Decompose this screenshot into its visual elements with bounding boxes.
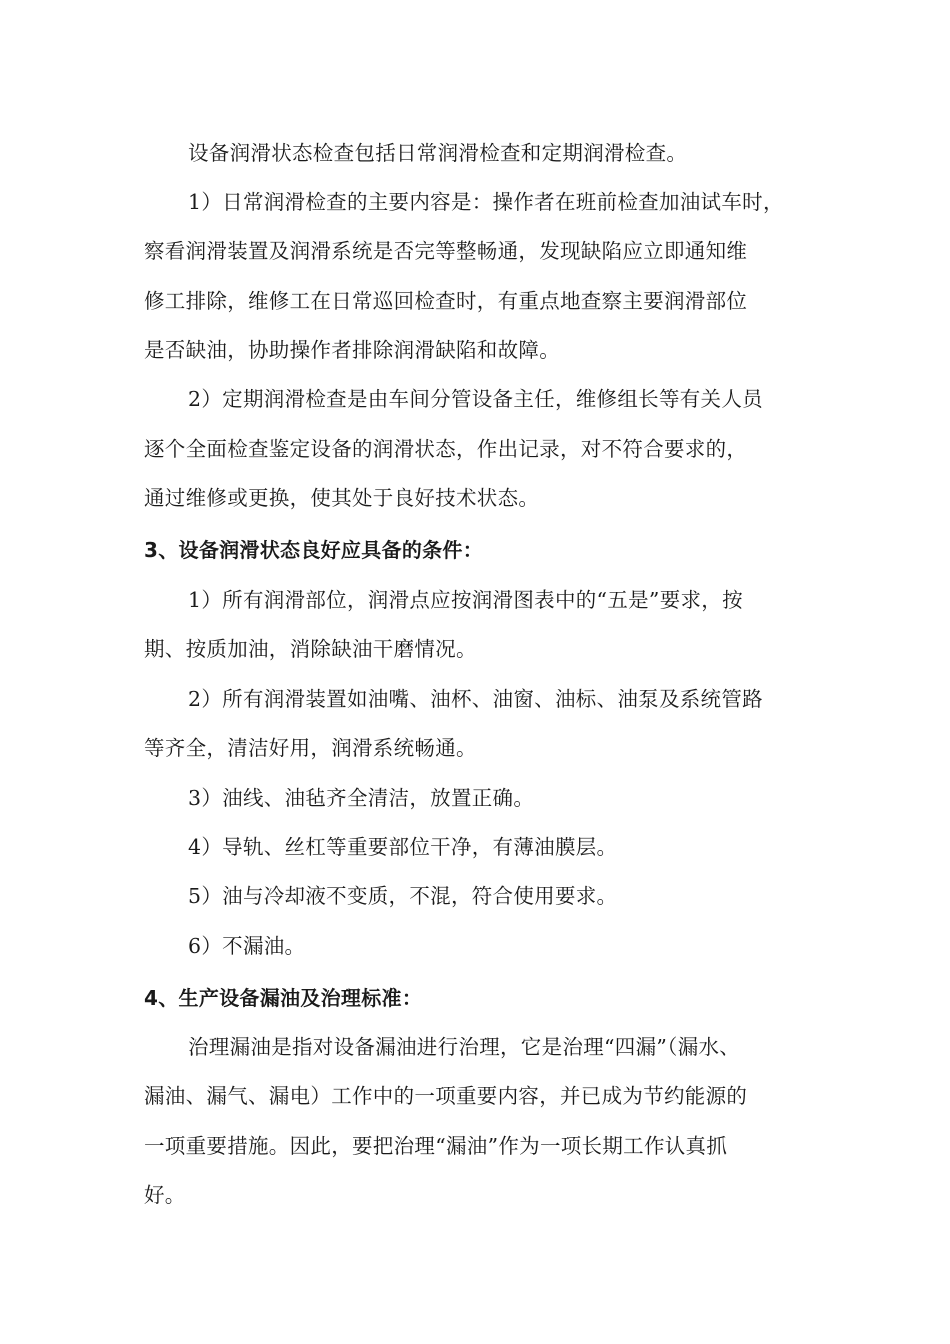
periodic-check-line-3: 通过维修或更换，使其处于良好技术状态。 (144, 486, 540, 510)
daily-check-line-3: 修工排除，维修工在日常巡回检查时，有重点地查察主要润滑部位 (144, 289, 748, 313)
condition-2-line-1: 2）所有润滑装置如油嘴、油杯、油窗、油标、油泵及系统管路 (188, 687, 763, 711)
section-4-heading: 4、生产设备漏油及治理标准： (144, 986, 423, 1010)
leak-paragraph-line-1: 治理漏油是指对设备漏油进行治理，它是治理“四漏”（漏水、 (188, 1035, 741, 1059)
leak-paragraph-line-2: 漏油、漏气、漏电）工作中的一项重要内容，并已成为节约能源的 (144, 1084, 748, 1108)
condition-3: 3）油线、油毡齐全清洁，放置正确。 (188, 786, 535, 810)
intro-paragraph: 设备润滑状态检查包括日常润滑检查和定期润滑检查。 (188, 141, 688, 165)
condition-6: 6）不漏油。 (188, 934, 306, 958)
periodic-check-line-2: 逐个全面检查鉴定设备的润滑状态，作出记录，对不符合要求的， (144, 437, 748, 461)
condition-2-line-2: 等齐全，清洁好用，润滑系统畅通。 (144, 736, 477, 760)
daily-check-line-2: 察看润滑装置及润滑系统是否完等整畅通，发现缺陷应立即通知维 (144, 239, 748, 263)
condition-1-line-2: 期、按质加油，消除缺油干磨情况。 (144, 637, 477, 661)
daily-check-line-4: 是否缺油，协助操作者排除润滑缺陷和故障。 (144, 338, 560, 362)
leak-paragraph-line-3: 一项重要措施。因此，要把治理“漏油”作为一项长期工作认真抓 (144, 1134, 728, 1158)
daily-check-line-1: 1）日常润滑检查的主要内容是：操作者在班前检查加油试车时， (188, 190, 784, 214)
condition-5: 5）油与冷却液不变质，不混，符合使用要求。 (188, 884, 618, 908)
condition-4: 4）导轨、丝杠等重要部位干净，有薄油膜层。 (188, 835, 618, 859)
section-3-heading: 3、设备润滑状态良好应具备的条件： (144, 538, 484, 562)
periodic-check-line-1: 2）定期润滑检查是由车间分管设备主任，维修组长等有关人员 (188, 387, 763, 411)
condition-1-line-1: 1）所有润滑部位，润滑点应按润滑图表中的“五是”要求，按 (188, 588, 743, 612)
leak-paragraph-line-4: 好。 (144, 1183, 186, 1207)
